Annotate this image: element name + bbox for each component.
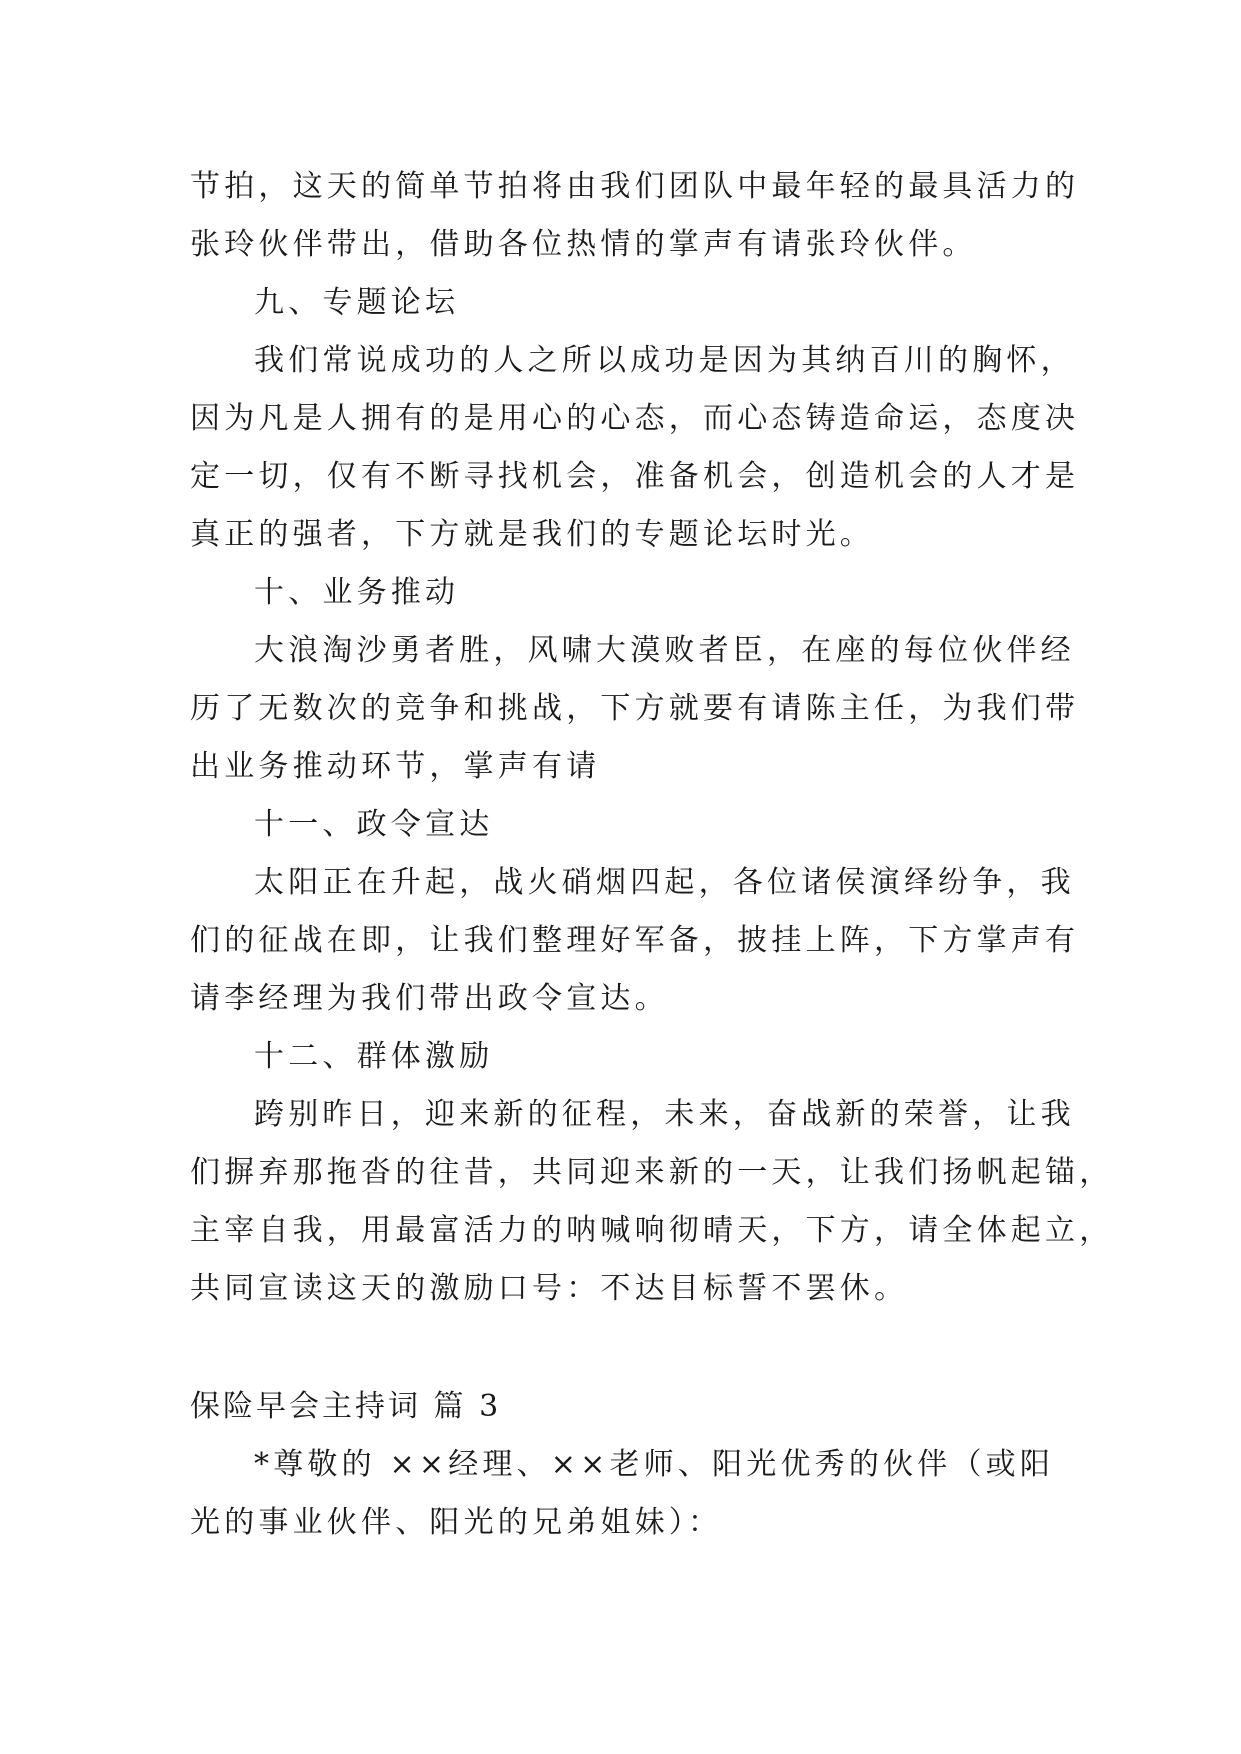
section-heading-9: 九、专题论坛 <box>254 285 460 320</box>
paragraph-line: 大浪淘沙勇者胜，风啸大漠败者臣，在座的每位伙伴经 <box>254 633 1075 668</box>
section-heading-10: 十、业务推动 <box>254 575 460 610</box>
paragraph-line: 历了无数次的竞争和挑战，下方就要有请陈主任，为我们带 <box>190 691 1080 726</box>
paragraph-line: *尊敬的 ××经理、××老师、阳光优秀的伙伴（或阳 <box>254 1447 1055 1482</box>
section-heading-12: 十二、群体激励 <box>254 1039 494 1074</box>
paragraph-line: 们的征战在即，让我们整理好军备，披挂上阵，下方掌声有 <box>190 923 1080 958</box>
article-title: 保险早会主持词 篇 3 <box>190 1389 502 1424</box>
section-spacer <box>190 1318 1050 1378</box>
paragraph-line: 光的事业伙伴、阳光的兄弟姐妹）： <box>190 1505 723 1540</box>
paragraph-line: 张玲伙伴带出，借助各位热情的掌声有请张玲伙伴。 <box>190 227 977 262</box>
paragraph-line: 太阳正在升起，战火硝烟四起，各位诸侯演绎纷争，我 <box>254 865 1075 900</box>
paragraph-line: 跨别昨日，迎来新的征程，未来，奋战新的荣誉，让我 <box>254 1097 1075 1132</box>
paragraph-line: 真正的强者，下方就是我们的专题论坛时光。 <box>190 517 874 552</box>
section-heading-11: 十一、政令宣达 <box>254 807 494 842</box>
paragraph-line: 节拍，这天的简单节拍将由我们团队中最年轻的最具活力的 <box>190 169 1080 204</box>
paragraph-line: 因为凡是人拥有的是用心的心态，而心态铸造命运，态度决 <box>190 401 1080 436</box>
paragraph-line: 共同宣读这天的激励口号：不达目标誓不罢休。 <box>190 1271 909 1306</box>
paragraph-line: 出业务推动环节，掌声有请 <box>190 749 601 784</box>
paragraph-line: 主宰自我，用最富活力的呐喊响彻晴天，下方，请全体起立， <box>190 1213 1114 1248</box>
paragraph-line: 请李经理为我们带出政令宣达。 <box>190 981 669 1016</box>
paragraph-line: 定一切，仅有不断寻找机会，准备机会，创造机会的人才是 <box>190 459 1080 494</box>
paragraph-line: 我们常说成功的人之所以成功是因为其纳百川的胸怀， <box>254 343 1075 378</box>
document-body <box>190 158 1114 1552</box>
paragraph-line: 们摒弃那拖沓的往昔，共同迎来新的一天，让我们扬帆起锚， <box>190 1155 1114 1190</box>
